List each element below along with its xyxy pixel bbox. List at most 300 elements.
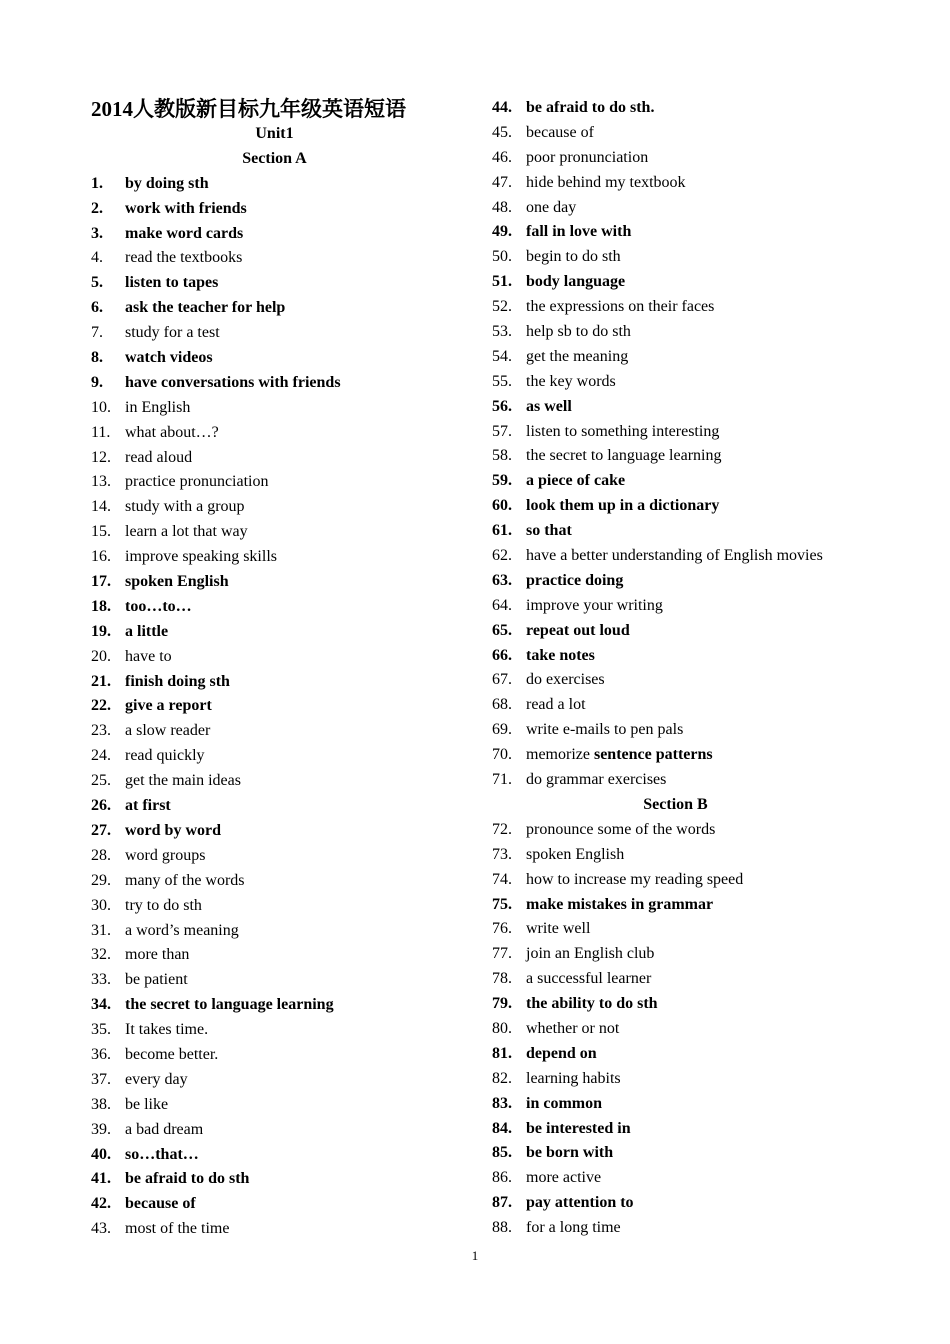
phrase-text-part: become better. <box>125 1045 219 1063</box>
phrase-text <box>526 1166 912 1191</box>
phrase-number: 26. <box>91 797 111 815</box>
phrase-text-part: in common <box>526 1094 602 1112</box>
phrase-text <box>526 743 912 768</box>
phrase-text-part: get the main ideas <box>125 772 241 790</box>
phrase-item <box>492 196 912 221</box>
phrase-text <box>526 171 912 196</box>
phrase-item <box>492 668 912 693</box>
phrase-item <box>492 519 912 544</box>
phrase-text <box>526 693 912 718</box>
phrase-item <box>492 494 912 519</box>
phrase-number: 3. <box>91 224 103 242</box>
phrase-number: 7. <box>91 324 103 342</box>
phrase-item <box>91 446 471 471</box>
phrase-text-part: pay attention to <box>526 1194 634 1212</box>
left-column <box>91 96 471 1242</box>
phrase-number: 2. <box>91 199 103 217</box>
phrase-number: 19. <box>91 622 111 640</box>
phrase-item <box>492 843 912 868</box>
phrase-number: 36. <box>91 1045 111 1063</box>
phrase-text <box>125 1043 471 1068</box>
phrase-item <box>492 420 912 445</box>
phrase-number: 46. <box>492 148 512 166</box>
phrase-item <box>492 992 912 1017</box>
phrase-number: 20. <box>91 647 111 665</box>
phrase-item <box>492 1042 912 1067</box>
phrase-text-part: read aloud <box>125 448 193 466</box>
phrase-item <box>91 694 471 719</box>
phrase-item <box>91 1018 471 1043</box>
phrase-text <box>125 396 471 421</box>
phrase-text <box>125 346 471 371</box>
phrase-text-part: be patient <box>125 971 188 989</box>
phrase-item <box>91 421 471 446</box>
phrase-text-part: a little <box>125 622 169 640</box>
phrase-text-part: the key words <box>526 372 616 390</box>
phrase-text <box>125 794 471 819</box>
phrase-item <box>91 495 471 520</box>
phrase-text <box>125 1143 471 1168</box>
phrase-text-part: write well <box>526 920 591 938</box>
section-a-heading: Section A <box>242 149 307 167</box>
phrase-item <box>91 844 471 869</box>
phrase-item <box>492 743 912 768</box>
phrase-item <box>492 295 912 320</box>
page-number: 1 <box>471 1248 479 1263</box>
phrase-text <box>125 421 471 446</box>
phrase-item <box>492 121 912 146</box>
phrase-text <box>125 819 471 844</box>
phrase-text <box>125 694 471 719</box>
phrase-text <box>526 917 912 942</box>
phrase-item <box>492 320 912 345</box>
phrase-text-part: poor pronunciation <box>526 148 649 166</box>
phrase-text-part: study with a group <box>125 498 245 516</box>
phrase-text <box>526 469 912 494</box>
phrase-text-part: body language <box>526 273 626 291</box>
phrase-text-part: the ability to do sth <box>526 995 658 1013</box>
phrase-item <box>492 594 912 619</box>
phrase-number: 86. <box>492 1169 512 1187</box>
phrase-text-part: at first <box>125 797 171 815</box>
phrase-number: 66. <box>492 646 512 664</box>
phrase-text <box>125 222 471 247</box>
phrase-item <box>91 943 471 968</box>
phrase-item <box>91 271 471 296</box>
phrase-item <box>492 893 912 918</box>
phrase-number: 76. <box>492 920 512 938</box>
phrase-item <box>91 645 471 670</box>
phrase-text-part: make word cards <box>125 224 244 242</box>
phrase-text <box>526 1117 912 1142</box>
phrase-text-part: because of <box>526 123 594 141</box>
phrase-number: 1. <box>91 174 103 192</box>
phrase-text <box>125 968 471 993</box>
phrase-text-part: more than <box>125 946 190 964</box>
phrase-item <box>492 818 912 843</box>
phrase-item <box>492 1191 912 1216</box>
phrase-number: 61. <box>492 522 512 540</box>
phrase-list-right-section-a <box>492 96 912 793</box>
phrase-text <box>125 744 471 769</box>
phrase-item <box>91 1217 471 1242</box>
phrase-number: 30. <box>91 896 111 914</box>
phrase-text <box>125 570 471 595</box>
phrase-item <box>91 1167 471 1192</box>
right-column <box>492 96 912 1241</box>
phrase-text <box>125 545 471 570</box>
phrase-text-part: so that <box>526 522 572 540</box>
phrase-number: 41. <box>91 1170 111 1188</box>
phrase-text-part: memorize <box>526 746 594 764</box>
phrase-text-part: practice pronunciation <box>125 473 269 491</box>
phrase-item <box>492 1166 912 1191</box>
section-b-heading: Section B <box>643 795 708 813</box>
phrase-number: 73. <box>492 845 512 863</box>
phrase-number: 47. <box>492 173 512 191</box>
phrase-number: 57. <box>492 422 512 440</box>
phrase-text <box>526 370 912 395</box>
phrase-item <box>91 794 471 819</box>
phrase-number: 65. <box>492 621 512 639</box>
phrase-text <box>526 146 912 171</box>
phrase-item <box>91 172 471 197</box>
phrase-number: 59. <box>492 472 512 490</box>
phrase-text-part: have a better understanding of English movies <box>526 547 823 565</box>
phrase-text <box>526 668 912 693</box>
phrase-item <box>91 545 471 570</box>
phrase-text-part: a slow reader <box>125 722 211 740</box>
phrase-item <box>91 396 471 421</box>
phrase-item <box>492 569 912 594</box>
phrase-item <box>91 595 471 620</box>
phrase-number: 56. <box>492 397 512 415</box>
phrase-item <box>492 967 912 992</box>
phrase-text <box>526 96 912 121</box>
phrase-item <box>91 470 471 495</box>
phrase-number: 25. <box>91 772 111 790</box>
phrase-text <box>526 868 912 893</box>
phrase-text-part: work with friends <box>125 199 247 217</box>
phrase-number: 63. <box>492 571 512 589</box>
phrase-text <box>125 595 471 620</box>
phrase-number: 43. <box>91 1220 111 1238</box>
phrase-item <box>91 1143 471 1168</box>
phrase-item <box>492 644 912 669</box>
phrase-text <box>526 1092 912 1117</box>
phrase-item <box>91 919 471 944</box>
phrase-number: 80. <box>492 1019 512 1037</box>
phrase-text <box>526 619 912 644</box>
phrase-text-part: do grammar exercises <box>526 771 667 789</box>
phrase-text-part: be born with <box>526 1144 614 1162</box>
phrase-text-part: a piece of cake <box>526 472 626 490</box>
phrase-number: 79. <box>492 995 512 1013</box>
phrase-text-part: listen to something interesting <box>526 422 720 440</box>
phrase-number: 37. <box>91 1070 111 1088</box>
phrase-item <box>492 469 912 494</box>
phrase-item <box>91 744 471 769</box>
phrase-number: 71. <box>492 771 512 789</box>
phrase-item <box>91 222 471 247</box>
phrase-text <box>526 519 912 544</box>
phrase-text <box>526 1191 912 1216</box>
phrase-text-part: read the textbooks <box>125 249 243 267</box>
phrase-number: 52. <box>492 298 512 316</box>
phrase-item <box>492 768 912 793</box>
phrase-number: 5. <box>91 274 103 292</box>
phrase-item <box>492 868 912 893</box>
phrase-number: 10. <box>91 398 111 416</box>
phrase-text <box>125 446 471 471</box>
phrase-text-part: a successful learner <box>526 970 652 988</box>
phrase-text <box>125 1192 471 1217</box>
phrase-item <box>91 296 471 321</box>
phrase-number: 82. <box>492 1069 512 1087</box>
phrase-text <box>526 121 912 146</box>
phrase-text-part: ask the teacher for help <box>125 299 286 317</box>
phrase-text-part: join an English club <box>526 945 655 963</box>
phrase-text <box>526 1017 912 1042</box>
phrase-text-part: have to <box>125 647 172 665</box>
phrase-text <box>125 1118 471 1143</box>
phrase-text-part: repeat out loud <box>526 621 630 639</box>
phrase-item <box>492 942 912 967</box>
phrase-text-part: many of the words <box>125 871 245 889</box>
phrase-text-part: the expressions on their faces <box>526 298 715 316</box>
phrase-text-part: help sb to do sth <box>526 323 631 341</box>
phrase-number: 68. <box>492 696 512 714</box>
phrase-number: 4. <box>91 249 103 267</box>
phrase-text <box>125 943 471 968</box>
phrase-number: 54. <box>492 347 512 365</box>
phrase-text-part: a word’s meaning <box>125 921 239 939</box>
phrase-text-part: word groups <box>125 846 206 864</box>
phrase-number: 22. <box>91 697 111 715</box>
phrase-text <box>526 395 912 420</box>
phrase-list-left <box>91 172 471 1242</box>
phrase-text-part: finish doing sth <box>125 672 230 690</box>
phrase-text <box>526 420 912 445</box>
phrase-number: 33. <box>91 971 111 989</box>
phrase-number: 35. <box>91 1021 111 1039</box>
phrase-text <box>125 620 471 645</box>
phrase-text-part: whether or not <box>526 1019 620 1037</box>
phrase-item <box>492 619 912 644</box>
phrase-text-part: be afraid to do sth. <box>526 99 655 116</box>
phrase-item <box>91 321 471 346</box>
phrase-item <box>91 346 471 371</box>
phrase-text <box>526 569 912 594</box>
phrase-number: 77. <box>492 945 512 963</box>
phrase-number: 62. <box>492 547 512 565</box>
phrase-item <box>492 1067 912 1092</box>
phrase-text-part: learn a lot that way <box>125 523 248 541</box>
phrase-number: 14. <box>91 498 111 516</box>
phrase-text-part: It takes time. <box>125 1021 209 1039</box>
phrase-text-part: be interested in <box>526 1119 631 1137</box>
phrase-text <box>526 345 912 370</box>
phrase-text <box>125 645 471 670</box>
phrase-item <box>492 171 912 196</box>
phrase-text <box>526 270 912 295</box>
phrase-text-part: more active <box>526 1169 602 1187</box>
phrase-item <box>492 1092 912 1117</box>
phrase-text <box>526 544 912 569</box>
phrase-text <box>526 967 912 992</box>
phrase-number: 81. <box>492 1044 512 1062</box>
phrase-text-part: one day <box>526 198 577 216</box>
phrase-number: 78. <box>492 970 512 988</box>
phrase-number: 50. <box>492 248 512 266</box>
phrase-item <box>492 146 912 171</box>
phrase-text-part: so…that… <box>125 1145 199 1163</box>
phrase-number: 24. <box>91 747 111 765</box>
phrase-text <box>125 844 471 869</box>
phrase-text <box>526 992 912 1017</box>
phrase-text-part: most of the time <box>125 1220 230 1238</box>
phrase-number: 13. <box>91 473 111 491</box>
phrase-list-right-section-b <box>492 818 912 1241</box>
phrase-item <box>492 693 912 718</box>
phrase-number: 9. <box>91 373 103 391</box>
phrase-item <box>91 1093 471 1118</box>
phrase-number: 72. <box>492 820 512 838</box>
phrase-number: 87. <box>492 1194 512 1212</box>
phrase-text-part: spoken English <box>125 573 229 591</box>
phrase-item <box>492 1117 912 1142</box>
phrase-item <box>492 1216 912 1241</box>
phrase-text-part: have conversations with friends <box>125 373 341 391</box>
phrase-text <box>125 670 471 695</box>
phrase-item <box>492 220 912 245</box>
phrase-item <box>91 1118 471 1143</box>
phrase-number: 34. <box>91 996 111 1014</box>
phrase-text <box>526 942 912 967</box>
phrase-text-part: by doing sth <box>125 174 209 192</box>
phrase-number: 15. <box>91 523 111 541</box>
phrase-item <box>91 620 471 645</box>
phrase-text <box>125 197 471 222</box>
phrase-number: 27. <box>91 821 111 839</box>
phrase-text <box>526 843 912 868</box>
phrase-item <box>492 270 912 295</box>
phrase-number: 84. <box>492 1119 512 1137</box>
phrase-text <box>526 220 912 245</box>
phrase-number: 38. <box>91 1095 111 1113</box>
phrase-item <box>492 245 912 270</box>
phrase-item <box>91 869 471 894</box>
phrase-text-part: for a long time <box>526 1219 621 1237</box>
phrase-text-part: depend on <box>526 1044 597 1062</box>
phrase-text <box>125 1093 471 1118</box>
phrase-text-part: watch videos <box>125 349 213 367</box>
phrase-text-part: give a report <box>125 697 212 715</box>
phrase-item <box>91 371 471 396</box>
phrase-text-part: get the meaning <box>526 347 629 365</box>
phrase-text-part: fall in love with <box>526 223 632 241</box>
phrase-number: 42. <box>91 1195 111 1213</box>
phrase-number: 88. <box>492 1219 512 1237</box>
phrase-number: 45. <box>492 123 512 141</box>
phrase-number: 17. <box>91 573 111 591</box>
phrase-number: 85. <box>492 1144 512 1162</box>
phrase-text-part: because of <box>125 1195 196 1213</box>
phrase-item <box>91 894 471 919</box>
phrase-text <box>125 769 471 794</box>
phrase-text-part: how to increase my reading speed <box>526 870 744 888</box>
phrase-item <box>91 769 471 794</box>
phrase-number: 16. <box>91 548 111 566</box>
phrase-text <box>526 644 912 669</box>
phrase-item <box>91 719 471 744</box>
phrase-number: 23. <box>91 722 111 740</box>
phrase-text <box>526 295 912 320</box>
phrase-text <box>526 196 912 221</box>
phrase-item <box>492 395 912 420</box>
phrase-number: 44. <box>492 99 512 116</box>
phrase-number: 51. <box>492 273 512 291</box>
phrase-text-part: learning habits <box>526 1069 621 1087</box>
phrase-text-part: write e-mails to pen pals <box>526 721 684 739</box>
phrase-number: 28. <box>91 846 111 864</box>
phrase-text-part: take notes <box>526 646 595 664</box>
phrase-item <box>91 993 471 1018</box>
phrase-text <box>526 594 912 619</box>
phrase-item <box>492 345 912 370</box>
phrase-text-part: be like <box>125 1095 169 1113</box>
phrase-item <box>91 1192 471 1217</box>
phrase-text <box>125 894 471 919</box>
phrase-text-part: every day <box>125 1070 188 1088</box>
phrase-text-part: the secret to language learning <box>526 447 722 465</box>
phrase-number: 67. <box>492 671 512 689</box>
phrase-item <box>492 444 912 469</box>
phrase-text <box>125 271 471 296</box>
phrase-item <box>492 917 912 942</box>
phrase-text <box>526 718 912 743</box>
phrase-text <box>526 1141 912 1166</box>
phrase-text-part: look them up in a dictionary <box>526 497 720 515</box>
phrase-text-part: practice doing <box>526 571 624 589</box>
phrase-text-part: do exercises <box>526 671 605 689</box>
phrase-text-part: pronounce some of the words <box>526 820 716 838</box>
phrase-item <box>492 370 912 395</box>
phrase-text-part: in English <box>125 398 191 416</box>
phrase-item <box>492 544 912 569</box>
phrase-number: 32. <box>91 946 111 964</box>
phrase-number: 69. <box>492 721 512 739</box>
phrase-text <box>526 245 912 270</box>
phrase-text <box>526 1216 912 1241</box>
phrase-item <box>492 1017 912 1042</box>
phrase-number: 55. <box>492 372 512 390</box>
phrase-text <box>125 719 471 744</box>
phrase-text <box>125 371 471 396</box>
phrase-number: 48. <box>492 198 512 216</box>
phrase-item <box>91 570 471 595</box>
phrase-text-part: what about…? <box>125 423 219 441</box>
phrase-number: 70. <box>492 746 512 764</box>
phrase-number: 18. <box>91 597 111 615</box>
phrase-number: 39. <box>91 1120 111 1138</box>
phrase-item <box>91 670 471 695</box>
phrase-number: 11. <box>91 423 111 441</box>
phrase-text <box>125 495 471 520</box>
phrase-text-part: as well <box>526 397 572 415</box>
phrase-text-part: study for a test <box>125 324 220 342</box>
phrase-text <box>125 1018 471 1043</box>
